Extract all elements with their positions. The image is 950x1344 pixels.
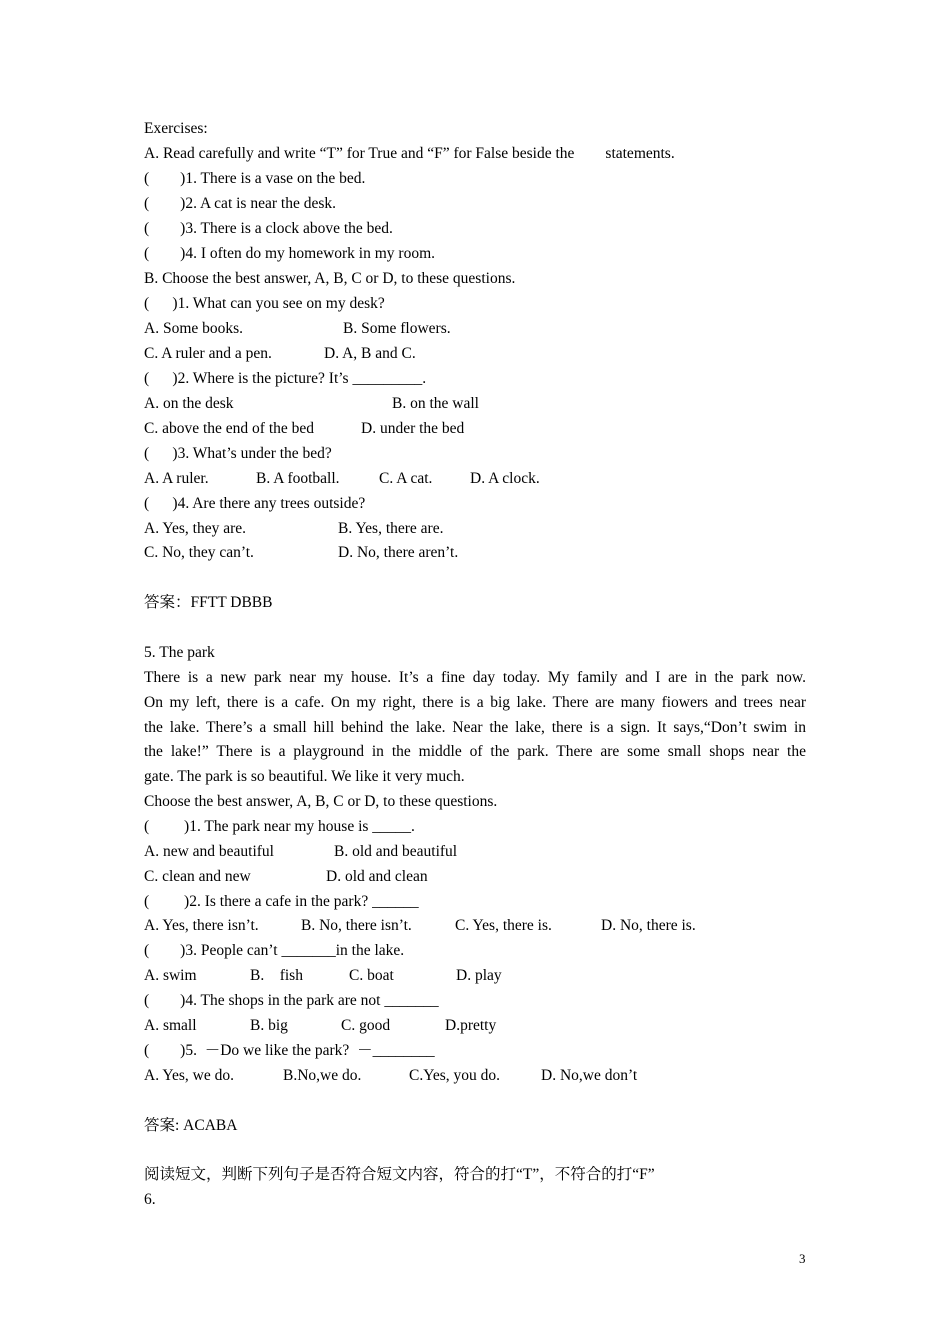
option: A. Some books. [144, 320, 244, 337]
option: A. Yes, they are. [144, 520, 247, 537]
option: A. new and beautiful [144, 843, 274, 860]
option: C. A ruler and a pen. [144, 345, 272, 362]
passage-line: gate. The park is so beautiful. We like it very much. [144, 768, 465, 785]
option: D. under the bed [361, 420, 465, 437]
option: A. A ruler. [144, 470, 209, 487]
option: C. clean and new [144, 868, 251, 885]
page-number: 3 [799, 1251, 806, 1266]
option: B. on the wall [392, 395, 479, 412]
question-stem: ( )4. The shops in the park are not _______ [144, 992, 439, 1009]
section-6-number: 6. [144, 1191, 156, 1208]
answer-key: 答案：FFTT DBBB [144, 594, 273, 611]
option: B. fish [250, 967, 303, 984]
option: B. old and beautiful [334, 843, 458, 860]
section-b-instruction: B. Choose the best answer, A, B, C or D, to these questions. [144, 270, 516, 287]
option: A. Yes, we do. [144, 1067, 234, 1084]
question-stem: ( )4. Are there any trees outside? [144, 495, 366, 512]
option: D. No, there is. [601, 917, 696, 934]
question-stem: ( )3. What’s under the bed? [144, 445, 332, 462]
option: C. boat [349, 967, 394, 984]
option: C. above the end of the bed [144, 420, 315, 437]
option: A. swim [144, 967, 197, 984]
passage-instruction: Choose the best answer, A, B, C or D, to these questions. [144, 793, 498, 810]
option: A. on the desk [144, 395, 234, 412]
passage-line: On my left, there is a cafe. On my right, there is a big lake. There are many fiowers and trees near [144, 694, 806, 711]
passage-line: There is a new park near my house. It’s a fine day today. My family and I are in the park now. [144, 669, 806, 686]
option: D. No, there aren’t. [338, 544, 459, 561]
option: B. big [250, 1017, 288, 1034]
option: A. small [144, 1017, 197, 1034]
section-6-instruction: 阅读短文，判断下列句子是否符合短文内容，符合的打“T”，不符合的打“F” [144, 1166, 655, 1183]
option: C.Yes, you do. [409, 1067, 501, 1084]
section-a-item: ( )2. A cat is near the desk. [144, 195, 336, 212]
section-a-item: ( )3. There is a clock above the bed. [144, 220, 393, 237]
passage-line: the lake. There’s a small hill behind the lake. Near the lake, there is a sign. It says,“Don’t swim in [144, 719, 806, 736]
passage-title: 5. The park [144, 644, 215, 661]
question-stem: ( )1. What can you see on my desk? [144, 295, 385, 312]
question-stem: ( )3. People can’t _______in the lake. [144, 942, 405, 959]
question-stem: ( )5. －Do we like the park? －________ [144, 1042, 435, 1059]
option: B. Some flowers. [343, 320, 451, 337]
question-stem: ( )2. Where is the picture? It’s _________. [144, 370, 427, 387]
option: B.No,we do. [283, 1067, 362, 1084]
option: B. No, there isn’t. [301, 917, 412, 934]
option: B. A football. [256, 470, 340, 487]
option: D. A, B and C. [324, 345, 416, 362]
option: C. good [341, 1017, 391, 1034]
section-a-item: ( )4. I often do my homework in my room. [144, 245, 436, 262]
section-a-item: ( )1. There is a vase on the bed. [144, 170, 366, 187]
option: D. old and clean [326, 868, 428, 885]
answer-key: 答案: ACABA [144, 1117, 238, 1134]
question-stem: ( )1. The park near my house is _____. [144, 818, 415, 835]
option: D.pretty [445, 1017, 497, 1034]
option: D. play [456, 967, 502, 984]
passage-line: the lake!” There is a playground in the middle of the park. There are some small shops near the [144, 743, 806, 760]
option: A. Yes, there isn’t. [144, 917, 259, 934]
question-stem: ( )2. Is there a cafe in the park? ______ [144, 893, 419, 910]
exercises-heading: Exercises: [144, 120, 208, 137]
option: C. No, they can’t. [144, 544, 254, 561]
option: B. Yes, there are. [338, 520, 444, 537]
option: C. Yes, there is. [455, 917, 552, 934]
section-a-instruction: A. Read carefully and write “T” for True and “F” for False beside the statements. [144, 145, 675, 162]
option: D. No,we don’t [541, 1067, 638, 1084]
option: D. A clock. [470, 470, 540, 487]
option: C. A cat. [379, 470, 433, 487]
